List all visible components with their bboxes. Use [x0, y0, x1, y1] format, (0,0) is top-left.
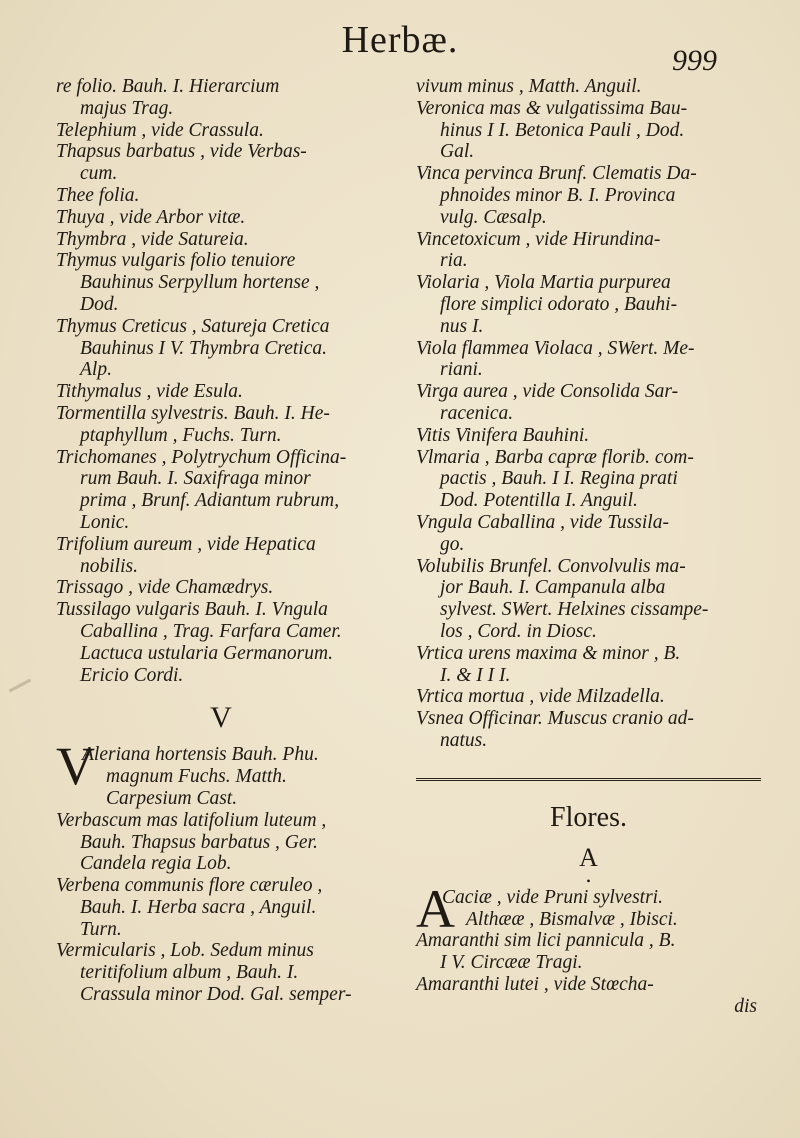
entry-line: Tussilago vulgaris Bauh. I. Vngula	[56, 599, 328, 621]
dropcap-entry-acaciae	[416, 878, 761, 939]
dropcap-entry-lines	[82, 744, 386, 809]
entry-line: Amaranthi sim lici pannicula , B.	[416, 930, 676, 952]
entry-line: Dod. Potentilla I. Anguil.	[440, 490, 638, 512]
entry-line: Violaria , Viola Martia purpurea	[416, 272, 671, 294]
entry-line: vivum minus , Matth. Anguil.	[416, 76, 642, 97]
entry-line: Bauhinus Serpyllum hortense ,	[80, 272, 320, 294]
index-entry	[416, 163, 761, 228]
entry-line: Caballina , Trag. Farfara Camer.	[80, 620, 342, 642]
index-entry	[56, 185, 386, 207]
entry-line: los , Cord. in Diosc.	[440, 620, 597, 642]
entry-line: majus Trag.	[80, 97, 174, 119]
entry-line: hinus I I. Betonica Pauli , Dod.	[440, 119, 685, 141]
page-number: 999	[672, 44, 717, 77]
entry-line: riani.	[440, 359, 483, 381]
entry-line: Vrtica urens maxima & minor , B.	[416, 642, 681, 664]
entry-line: Ericio Cordi.	[80, 664, 184, 686]
index-entry	[56, 599, 386, 686]
index-entry	[56, 207, 386, 229]
entry-line: cum.	[80, 163, 118, 185]
entry-line: Amaranthi lutei , vide Stœcha-	[416, 973, 654, 995]
section-divider	[416, 778, 761, 781]
entry-line: Aleriana hortensis Bauh. Phu.	[82, 744, 319, 766]
entry-line: Tormentilla sylvestris. Bauh. I. He-	[56, 402, 330, 424]
index-entry	[416, 974, 761, 996]
index-entry	[416, 447, 761, 512]
entry-line: Gal.	[440, 141, 475, 163]
entry-line: Lonic.	[80, 511, 130, 533]
entry-line: pactis , Bauh. I I. Regina prati	[440, 468, 678, 490]
entry-line: Trichomanes , Polytrychum Officina-	[56, 446, 347, 468]
catchword: dis	[734, 995, 757, 1017]
entry-line: go.	[440, 533, 465, 555]
right-entries	[416, 76, 761, 752]
right-column	[416, 76, 761, 1017]
dropcap-entry-valeriana	[56, 736, 386, 809]
index-entry	[56, 120, 386, 142]
entry-line: Trifolium aureum , vide Hepatica	[56, 533, 316, 555]
entry-line: vulg. Cæsalp.	[440, 206, 547, 228]
entry-line: phnoides minor B. I. Provinca	[440, 184, 676, 206]
section-letter-v: V	[210, 701, 232, 735]
running-head: Herbæ.	[341, 19, 459, 61]
entry-line: Telephium , vide Crassula.	[56, 119, 264, 141]
ornament-dot: •	[586, 873, 591, 888]
entry-line: jor Bauh. I. Campanula alba	[440, 577, 666, 599]
entry-line: I. & I I I.	[440, 664, 511, 686]
entry-line: Thapsus barbatus , vide Verbas-	[56, 141, 307, 163]
entry-line: Dod.	[80, 293, 119, 315]
entry-line: I V. Circææ Tragi.	[440, 952, 583, 974]
index-entry	[416, 556, 761, 643]
entry-line: Vlmaria , Barba capræ florib. com-	[416, 446, 694, 468]
index-entry	[416, 930, 761, 974]
entry-line: natus.	[440, 729, 488, 751]
index-entry	[416, 338, 761, 382]
left-entries-before	[56, 76, 386, 686]
entry-line: Vincetoxicum , vide Hirundina-	[416, 228, 661, 250]
entry-line: racenica.	[440, 402, 514, 424]
entry-line: Alp.	[80, 359, 112, 381]
entry-line: Althææ , Bismalvæ , Ibisci.	[466, 908, 678, 930]
entry-line: rum Bauh. I. Saxifraga minor	[80, 468, 311, 490]
entry-line: Bauh. Thapsus barbatus , Ger.	[80, 831, 318, 853]
entry-line: Thymus vulgaris folio tenuiore	[56, 250, 296, 272]
index-entry	[416, 512, 761, 556]
index-entry	[416, 708, 761, 752]
section-heading-flores: Flores.	[550, 801, 627, 833]
entry-line: Vermicularis , Lob. Sedum minus	[56, 940, 314, 962]
index-entry	[56, 447, 386, 534]
entry-line: nus I.	[440, 315, 484, 337]
index-entry	[416, 381, 761, 425]
entry-line: Turn.	[80, 918, 122, 940]
entry-line: Carpesium Cast.	[106, 787, 238, 809]
index-entry	[56, 76, 386, 120]
entry-line: Verbena communis flore cæruleo ,	[56, 875, 323, 897]
entry-line: Thuya , vide Arbor vitæ.	[56, 206, 246, 228]
section-letter-a: A	[579, 842, 598, 872]
entry-line: Vngula Caballina , vide Tussila-	[416, 511, 669, 533]
dropcap-entry-lines	[442, 887, 761, 931]
entry-line: sylvest. SWert. Helxines cissampe-	[440, 599, 709, 621]
index-entry	[56, 381, 386, 403]
index-entry	[56, 250, 386, 315]
entry-line: Verbascum mas latifolium luteum ,	[56, 809, 327, 831]
entry-line: Thymus Creticus , Satureja Cretica	[56, 315, 330, 337]
entry-line: Viola flammea Violaca , SWert. Me-	[416, 337, 695, 359]
index-entry	[416, 229, 761, 273]
index-entry	[56, 316, 386, 381]
entry-line: Trissago , vide Chamædrys.	[56, 577, 274, 599]
index-entry	[56, 577, 386, 599]
index-entry	[56, 229, 386, 251]
index-entry	[56, 810, 386, 875]
index-entry	[416, 643, 761, 687]
entry-line: Vinca pervinca Brunf. Clematis Da-	[416, 163, 697, 185]
entry-line: Vitis Vinifera Bauhini.	[416, 424, 590, 446]
entry-line: Vrtica mortua , vide Milzadella.	[416, 686, 665, 708]
entry-line: Tithymalus , vide Esula.	[56, 381, 243, 403]
index-entry	[56, 875, 386, 940]
entry-line: ria.	[440, 250, 468, 272]
entry-line: Lactuca ustularia Germanorum.	[80, 642, 333, 664]
entry-line: Veronica mas & vulgatissima Bau-	[416, 97, 688, 119]
index-entry	[416, 425, 761, 447]
entry-line: Volubilis Brunfel. Convolvulis ma-	[416, 555, 686, 577]
entry-line: Thee folia.	[56, 184, 140, 206]
index-entry	[56, 403, 386, 447]
left-column	[56, 76, 386, 1006]
index-entry	[416, 686, 761, 708]
index-entry	[56, 940, 386, 1005]
paper-stain	[9, 679, 32, 693]
index-entry	[416, 272, 761, 337]
entry-line: Caciæ , vide Pruni sylvestri.	[442, 886, 663, 908]
index-entry	[56, 534, 386, 578]
drop-cap-a: A	[416, 878, 455, 939]
entry-line: prima , Brunf. Adiantum rubrum,	[80, 490, 340, 512]
index-entry	[56, 141, 386, 185]
entry-line: Virga aurea , vide Consolida Sar-	[416, 381, 679, 403]
entry-line: Thymbra , vide Satureia.	[56, 228, 249, 250]
entry-line: Candela regia Lob.	[80, 853, 232, 875]
entry-line: ptaphyllum , Fuchs. Turn.	[80, 424, 282, 446]
entry-line: nobilis.	[80, 555, 138, 577]
entry-line: teritifolium album , Bauh. I.	[80, 962, 299, 984]
left-entries-after	[56, 810, 386, 1006]
index-entry	[416, 76, 761, 98]
entry-line: Bauh. I. Herba sacra , Anguil.	[80, 896, 317, 918]
drop-cap-v: V	[56, 736, 95, 797]
entry-line: magnum Fuchs. Matth.	[106, 766, 287, 788]
entry-line: flore simplici odorato , Bauhi-	[440, 293, 678, 315]
entry-line: Crassula minor Dod. Gal. semper-	[80, 984, 352, 1006]
entry-line: Bauhinus I V. Thymbra Cretica.	[80, 337, 327, 359]
entry-line: re folio. Bauh. I. Hierarcium	[56, 76, 280, 97]
entry-line: Vsnea Officinar. Muscus cranio ad-	[416, 708, 694, 730]
right-entries-after	[416, 930, 761, 995]
index-entry	[416, 98, 761, 163]
